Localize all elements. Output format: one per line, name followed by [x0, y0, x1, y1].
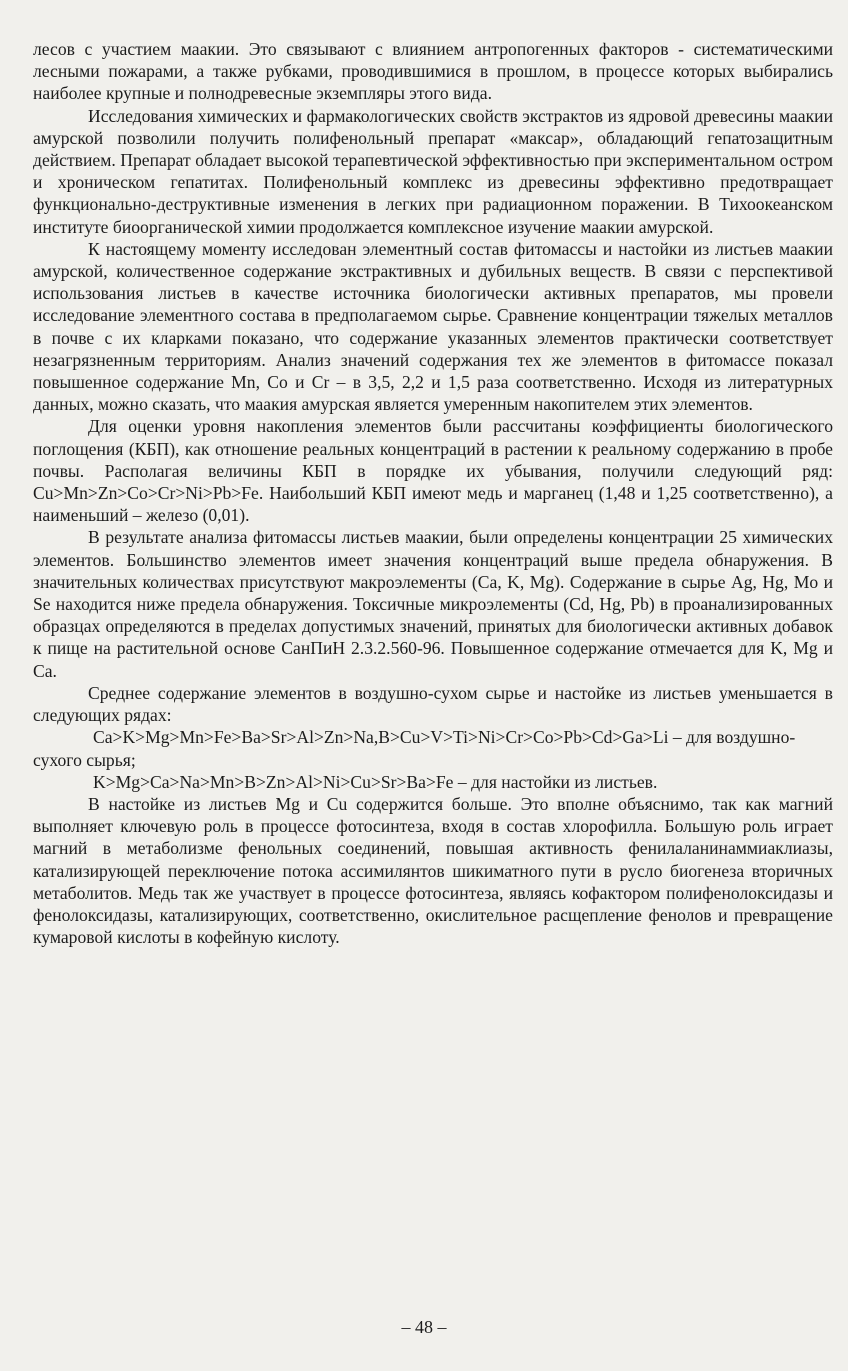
- element-series-dry: Ca>K>Mg>Mn>Fe>Ba>Sr>Al>Zn>Na,B>Cu>V>Ti>Ni>Cr>Co>Pb>Cd>Ga>Li – для воздушно-сухого сырья;: [33, 727, 796, 770]
- paragraph-1: лесов с участием маакии. Это связывают с влиянием антропогенных факторов - систематическими лесными пожарами, а также рубками, проводившимися в прошлом, в процессе которых выбирались наиболее крупные и полнодревесные экземпляры этого вида.: [33, 39, 833, 104]
- paragraph-4: Для оценки уровня накопления элементов были рассчитаны коэффициенты биологического поглощения (КБП), как отношение реальных концентраций в растении к реальному содержанию в пробе почвы. Располагая величины КБП в порядке их убывания, получили следующий ряд: Cu>Mn>Zn>Co>Cr>Ni>Pb>Fe. Наибольший КБП имеют медь и марганец (1,48 и 1,25 соответственно), а наименьший – железо (0,01).: [33, 416, 833, 526]
- paragraph-2: Исследования химических и фармакологических свойств экстрактов из ядровой древесины маакии амурской позволили получить полифенольный препарат «максар», обладающий гепатозащитным действием. Препарат обладает высокой терапевтической эффективностью при экспериментальном остром и хроническом гепатитах. Полифенольный комплекс из древесины эффективно предотвращает функционально-деструктивные изменения в легких при радиационном поражении. В Тихоокеанском институте биоорганической химии продолжается комплексное изучение маакии амурской.: [33, 105, 833, 237]
- paragraph-3: К настоящему моменту исследован элементный состав фитомассы и настойки из листьев маакии амурской, количественное содержание экстрактивных и дубильных веществ. В связи с перспективой использования листьев в качестве источника биологически активных препаратов, мы провели исследование элементного состава в предполагаемом сырье. Сравнение концентрации тяжелых металлов в почве с их кларками показано, что содержание указанных элементов практически соответствует незагрязненным территориям. Анализ значений содержания тех же элементов в фитомассе показал повышенное содержание Mn, Co и Cr – в 3,5, 2,2 и 1,5 раза соответственно. Исходя из литературных данных, можно сказать, что маакия амурская является умеренным накопителем этих элементов.: [33, 238, 833, 415]
- paragraph-final: В настойке из листьев Mg и Cu содержится больше. Это вполне объяснимо, так как магний выполняет ключевую роль в процессе фотосинтеза, входя в состав хлорофилла. Большую роль играет магний в метаболизме фенольных соединений, повышая активность фенилаланинаммиаклиазы, катализирующей переключение потока ассимилянтов шикиматного пути в русло биогенеза вторичных метаболитов. Медь так же участвует в процессе фотосинтеза, являясь кофактором полифенолоксидазы и фенолоксидазы, катализирующих, соответственно, окислительное расщепление фенолов и превращение кумаровой кислоты в кофейную кислоту.: [33, 793, 833, 948]
- body-text: [33, 38, 833, 948]
- paragraph-5: В результате анализа фитомассы листьев маакии, были определены концентрации 25 химических элементов. Большинство элементов имеет значения концентраций выше предела обнаружения. В значительных количествах присутствуют макроэлементы (Ca, K, Mg). Содержание в сырье Ag, Hg, Mo и Se находится ниже предела обнаружения. Токсичные микроэлементы (Cd, Hg, Pb) в проанализированных образцах определяются в пределах допустимых значений, принятых для биологически активных добавок к пище на растительной основе СанПиН 2.3.2.560-96. Повышенное содержание отмечается для K, Mg и Ca.: [33, 527, 833, 681]
- paragraph-6: Среднее содержание элементов в воздушно-сухом сырье и настойке из листьев уменьшается в следующих рядах:: [33, 682, 833, 726]
- element-series-tincture: K>Mg>Ca>Na>Mn>B>Zn>Al>Ni>Cu>Sr>Ba>Fe – для настойки из листьев.: [93, 771, 658, 792]
- page-number: – 48 –: [401, 1317, 447, 1337]
